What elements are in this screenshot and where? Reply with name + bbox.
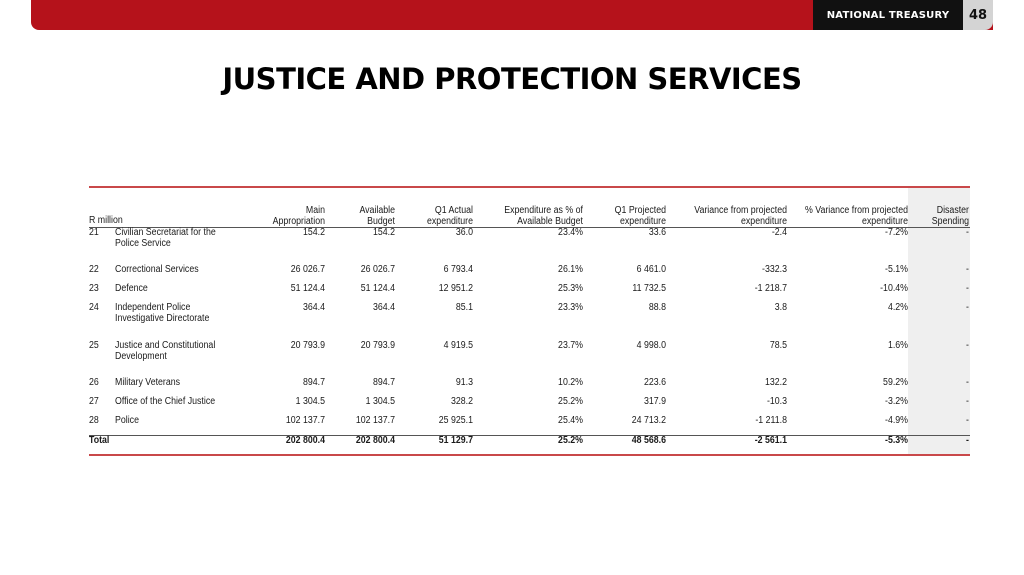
row-number: 27 xyxy=(89,396,99,407)
table-cell: - xyxy=(966,415,969,426)
brand-label: NATIONAL TREASURY xyxy=(813,0,963,30)
table-cell: -7.2% xyxy=(885,227,908,238)
column-header xyxy=(646,206,787,227)
table-cell: 11 732.5 xyxy=(632,283,666,294)
column-header-line: Available Budget xyxy=(517,215,583,227)
table-cell: 1.6% xyxy=(887,340,908,351)
table-cell: 223.6 xyxy=(643,377,666,388)
table-cell: 51 124.4 xyxy=(290,283,325,294)
table-cell: 91.3 xyxy=(455,377,473,388)
row-name-line: Police Service xyxy=(115,237,171,249)
table-cell: 328.2 xyxy=(450,396,473,407)
table-cell: 25.2% xyxy=(558,396,583,407)
table-cell: 10.2% xyxy=(558,377,583,388)
total-cell: 48 568.6 xyxy=(631,435,666,446)
row-name-line: Defence xyxy=(115,283,148,294)
column-header xyxy=(828,206,969,227)
table-cell: 23.4% xyxy=(558,227,583,238)
table-cell: 154.2 xyxy=(372,227,395,238)
column-header xyxy=(525,206,666,227)
table-cell: 26 026.7 xyxy=(360,264,395,275)
table-cell: 1 304.5 xyxy=(365,396,395,407)
row-name-line: Development xyxy=(115,350,167,362)
total-cell: 202 800.4 xyxy=(355,435,395,446)
table-cell: 26.1% xyxy=(558,264,583,275)
row-name xyxy=(115,378,180,389)
table-cell: 4.2% xyxy=(887,302,908,313)
column-header-line: Available xyxy=(359,205,395,216)
table-cell: 85.1 xyxy=(455,302,473,313)
table-cell: 36.0 xyxy=(455,227,473,238)
table-cell: - xyxy=(966,264,969,275)
table-cell: 3.8 xyxy=(774,302,787,313)
total-label: Total xyxy=(89,435,110,446)
column-header-line: Appropriation xyxy=(272,215,325,227)
column-header-line: expenditure xyxy=(427,215,473,227)
table-cell: - xyxy=(966,283,969,294)
row-name-line: Investigative Directorate xyxy=(115,312,210,324)
table-cell: -10.3 xyxy=(766,396,787,407)
table-cell: -3.2% xyxy=(885,396,908,407)
row-name-line: Police xyxy=(115,415,139,426)
table-cell: 20 793.9 xyxy=(290,340,325,351)
column-header-line: Expenditure as % of xyxy=(504,205,583,216)
row-number: 24 xyxy=(89,302,99,313)
row-name xyxy=(115,416,139,427)
table-cell: 26 026.7 xyxy=(290,264,325,275)
total-cell: 51 129.7 xyxy=(438,435,473,446)
page-title: JUSTICE AND PROTECTION SERVICES xyxy=(222,62,802,96)
column-header-line: % Variance from projected xyxy=(804,205,908,216)
table-cell: 6 461.0 xyxy=(636,264,666,275)
row-name-line: Justice and Constitutional xyxy=(115,340,216,351)
row-name-line: Office of the Chief Justice xyxy=(115,396,216,407)
column-header-line: Main xyxy=(305,205,325,216)
table-cell: -1 218.7 xyxy=(754,283,787,294)
total-cell: - xyxy=(966,435,969,446)
total-cell: -2 561.1 xyxy=(754,435,787,446)
table-cell: - xyxy=(966,340,969,351)
table-cell: 59.2% xyxy=(883,377,908,388)
column-header-line: Variance from projected xyxy=(694,205,787,216)
table-cell: 23.7% xyxy=(558,340,583,351)
table-top-rule xyxy=(89,186,970,188)
table-cell: - xyxy=(966,377,969,388)
table-cell: 25.4% xyxy=(558,415,583,426)
column-header-line: expenditure xyxy=(741,215,787,227)
table-cell: -2.4 xyxy=(771,227,787,238)
table-bottom-rule xyxy=(89,454,970,456)
row-number: 28 xyxy=(89,415,99,426)
table-cell: 33.6 xyxy=(648,227,666,238)
column-header-line: Disaster xyxy=(936,205,969,216)
table-cell: - xyxy=(966,302,969,313)
total-cell: 25.2% xyxy=(558,435,583,446)
table-cell: 132.2 xyxy=(764,377,787,388)
table-cell: 25 925.1 xyxy=(438,415,473,426)
table-cell: 78.5 xyxy=(769,340,787,351)
table-cell: 894.7 xyxy=(372,377,395,388)
column-header-line: Spending xyxy=(931,215,969,227)
row-number: 25 xyxy=(89,340,99,351)
column-header-line: Q1 Actual xyxy=(434,205,473,216)
table-cell: -332.3 xyxy=(762,264,787,275)
row-name-line: Independent Police xyxy=(115,302,191,313)
column-header-line: Budget xyxy=(367,215,395,227)
row-number: 26 xyxy=(89,377,99,388)
page-number: 48 xyxy=(963,0,993,30)
table-cell: 364.4 xyxy=(372,302,395,313)
table-cell: 23.3% xyxy=(558,302,583,313)
row-name-line: Military Veterans xyxy=(115,377,181,388)
row-number: 23 xyxy=(89,283,99,294)
table-cell: 88.8 xyxy=(648,302,666,313)
table-cell: 364.4 xyxy=(302,302,325,313)
table-cell: - xyxy=(966,227,969,238)
table-cell: 24 713.2 xyxy=(631,415,666,426)
table-cell: 317.9 xyxy=(643,396,666,407)
total-cell: 202 800.4 xyxy=(285,435,325,446)
row-name-line: Correctional Services xyxy=(115,264,199,275)
column-header-line: expenditure xyxy=(620,215,666,227)
column-header-line: expenditure xyxy=(862,215,908,227)
table-cell: 51 124.4 xyxy=(360,283,395,294)
table-cell: 4 919.5 xyxy=(443,340,473,351)
table-cell: 20 793.9 xyxy=(360,340,395,351)
unit-label: R million xyxy=(89,215,123,226)
table-cell: -10.4% xyxy=(880,283,908,294)
table-cell: 1 304.5 xyxy=(295,396,325,407)
table-cell: -1 211.8 xyxy=(755,415,787,426)
total-cell: -5.3% xyxy=(885,435,908,446)
table-cell: 102 137.7 xyxy=(285,415,325,426)
row-number: 22 xyxy=(89,264,99,275)
table-cell: 12 951.2 xyxy=(438,283,473,294)
table-cell: 154.2 xyxy=(302,227,325,238)
table-cell: 6 793.4 xyxy=(443,264,473,275)
table-cell: 894.7 xyxy=(302,377,325,388)
table-cell: -4.9% xyxy=(885,415,908,426)
table-cell: -5.1% xyxy=(885,264,908,275)
row-name xyxy=(115,284,148,295)
column-header-line: Q1 Projected xyxy=(614,205,666,216)
table-cell: 25.3% xyxy=(558,283,583,294)
table-cell: 4 998.0 xyxy=(636,340,666,351)
table-cell: 102 137.7 xyxy=(355,415,395,426)
row-number: 21 xyxy=(89,227,99,238)
table-cell: - xyxy=(966,396,969,407)
row-name-line: Civilian Secretariat for the xyxy=(115,227,216,238)
